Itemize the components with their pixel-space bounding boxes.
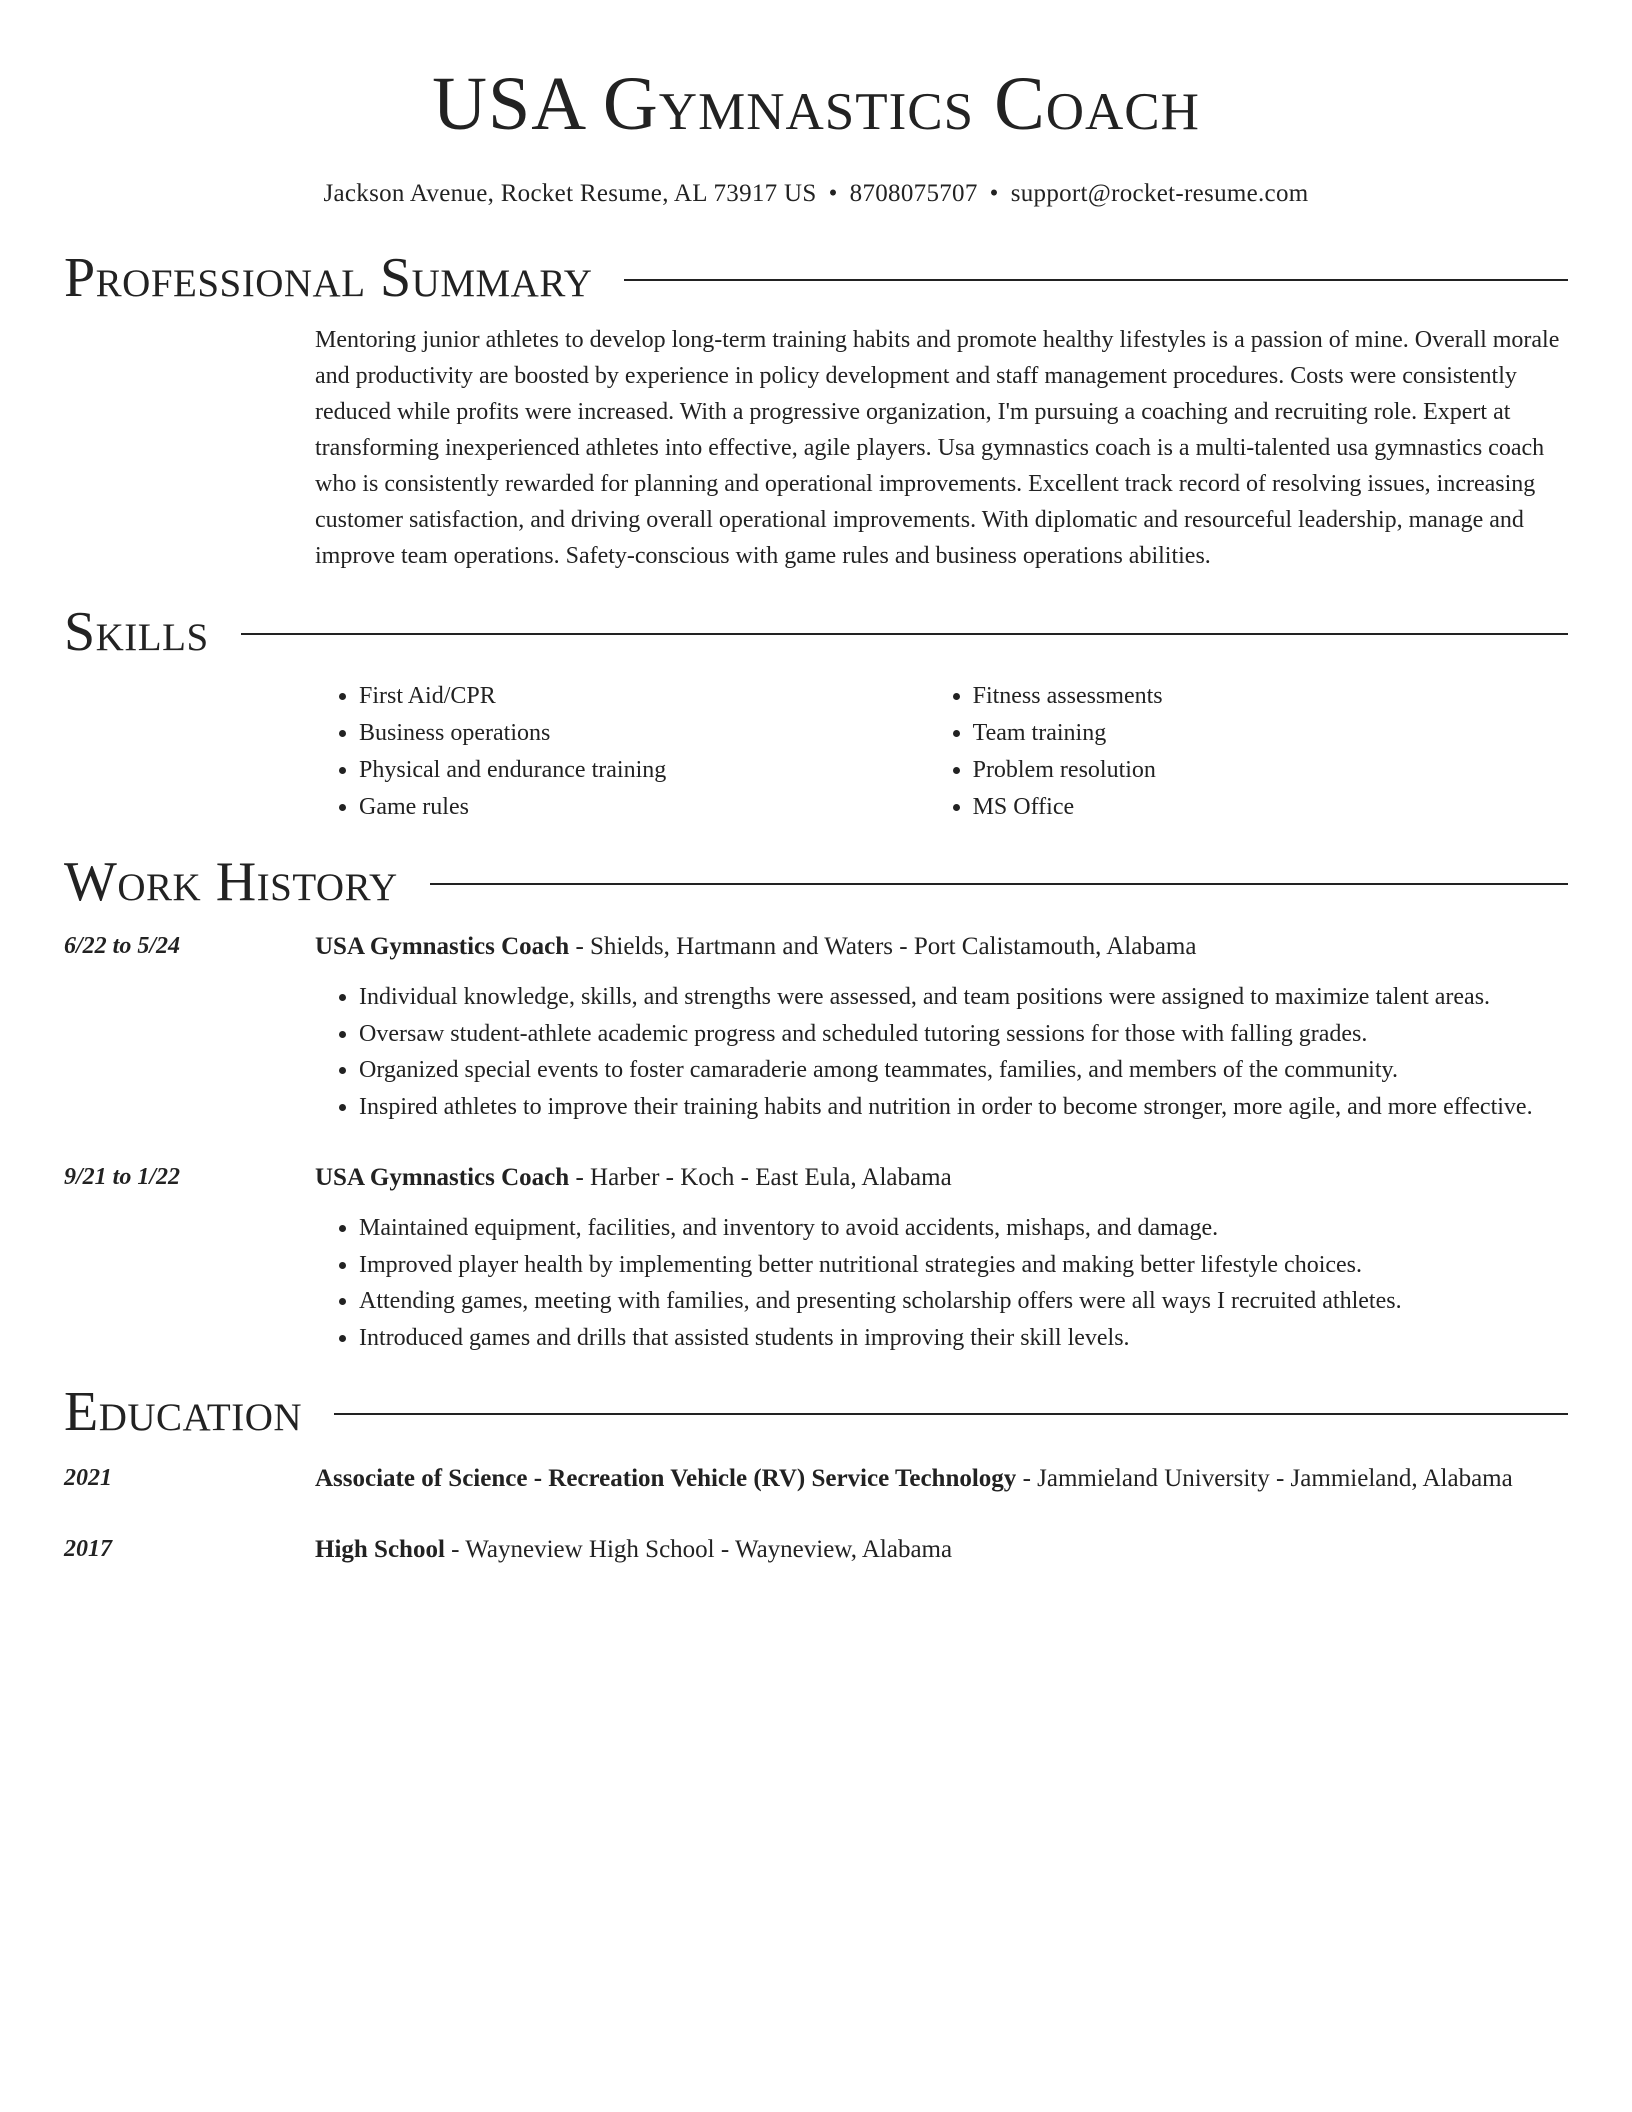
job-dates: 9/21 to 1/22 — [64, 1164, 181, 1190]
job-body — [315, 1159, 1568, 1356]
contact-phone: 8708075707 — [849, 180, 978, 207]
contact-line — [64, 178, 1568, 210]
job-bullet: • Oversaw student-athlete academic progress and scheduled tutoring sessions for those with falling grades. — [359, 1016, 1568, 1053]
skill-item: • MS Office — [973, 789, 1568, 826]
education-entry — [64, 1460, 1568, 1497]
job-bullet: • Individual knowledge, skills, and strengths were assessed, and team positions were assigned to maximize talent areas. — [359, 979, 1568, 1016]
skills-column-left — [315, 678, 929, 826]
section-divider — [241, 633, 1568, 635]
education-school: - Wayneview High School - Wayneview, Alabama — [444, 1536, 953, 1563]
work-heading: Work History — [64, 851, 398, 913]
education-school: - Jammieland University - Jammieland, Alabama — [1016, 1465, 1513, 1492]
summary-heading: Professional Summary — [64, 247, 593, 309]
education-body — [315, 1531, 1568, 1568]
education-entry — [64, 1531, 1568, 1568]
education-degree: Associate of Science - Recreation Vehicle (RV) Service Technology — [315, 1465, 1017, 1492]
job-bullets — [315, 1210, 1568, 1356]
work-section-header — [64, 850, 1568, 914]
skill-item: • Problem resolution — [973, 752, 1568, 789]
job-entry — [64, 1159, 1568, 1356]
skills-heading: Skills — [64, 601, 209, 663]
section-divider — [334, 1413, 1568, 1415]
job-title: USA Gymnastics Coach — [315, 933, 570, 960]
job-employer: - Shields, Hartmann and Waters - Port Calistamouth, Alabama — [569, 933, 1197, 960]
candidate-name: USA Gymnastics Coach — [432, 62, 1200, 146]
education-section-header — [64, 1380, 1568, 1444]
education-degree: High School — [315, 1536, 445, 1563]
summary-text: Mentoring junior athletes to develop long-term training habits and promote healthy lifestyles is a passion of mine. Overall morale and productivity are boosted by experience in policy development and staff management procedures. Costs were consistently reduced while profits were increased. With a progressive organization, I'm pursuing a coaching and recruiting role. Expert at transforming inexperienced athletes into effective, agile players. Usa gymnastics coach is a multi-talented usa gymnastics coach who is consistently rewarded for planning and operational improvements. Excellent track record of resolving issues, increasing customer satisfaction, and driving overall operational improvements. With diplomatic and resourceful leadership, manage and improve team operations. Safety-conscious with game rules and business operations abilities. — [315, 327, 1560, 569]
contact-separator: • — [828, 180, 838, 207]
skill-item: • Business operations — [359, 715, 929, 752]
job-title: USA Gymnastics Coach — [315, 1164, 570, 1191]
job-dates: 6/22 to 5/24 — [64, 933, 181, 959]
job-bullet: • Maintained equipment, facilities, and inventory to avoid accidents, mishaps, and damage. — [359, 1210, 1568, 1247]
skills-section-header — [64, 600, 1568, 664]
contact-address: Jackson Avenue, Rocket Resume, AL 73917 US — [323, 180, 817, 207]
job-employer: - Harber - Koch - East Eula, Alabama — [569, 1164, 952, 1191]
contact-email: support@rocket-resume.com — [1010, 180, 1309, 207]
resume-page — [64, 0, 1568, 1568]
education-heading: Education — [64, 1381, 303, 1443]
skill-item: • Physical and endurance training — [359, 752, 929, 789]
skill-item: • Game rules — [359, 789, 929, 826]
skills-list — [315, 678, 1568, 826]
job-bullet: • Improved player health by implementing better nutritional strategies and making better lifestyle choices. — [359, 1247, 1568, 1284]
summary-section-header — [64, 246, 1568, 310]
skill-item: • First Aid/CPR — [359, 678, 929, 715]
skill-item: • Team training — [973, 715, 1568, 752]
education-year: 2017 — [64, 1536, 112, 1562]
education-body — [315, 1460, 1568, 1497]
job-bullet: • Introduced games and drills that assisted students in improving their skill levels. — [359, 1320, 1568, 1357]
section-divider — [430, 883, 1568, 885]
job-bullet: • Attending games, meeting with families, and presenting scholarship offers were all ways I recruited athletes. — [359, 1283, 1568, 1320]
job-bullet: • Inspired athletes to improve their training habits and nutrition in order to become stronger, more agile, and more effective. — [359, 1089, 1568, 1126]
job-bullet: • Organized special events to foster camaraderie among teammates, families, and members of the community. — [359, 1052, 1568, 1089]
job-entry — [64, 928, 1568, 1125]
contact-separator: • — [989, 180, 999, 207]
skills-column-right — [929, 678, 1568, 826]
skill-item: • Fitness assessments — [973, 678, 1568, 715]
education-year: 2021 — [64, 1465, 112, 1491]
section-divider — [624, 279, 1568, 281]
job-bullets — [315, 979, 1568, 1125]
job-body — [315, 928, 1568, 1125]
